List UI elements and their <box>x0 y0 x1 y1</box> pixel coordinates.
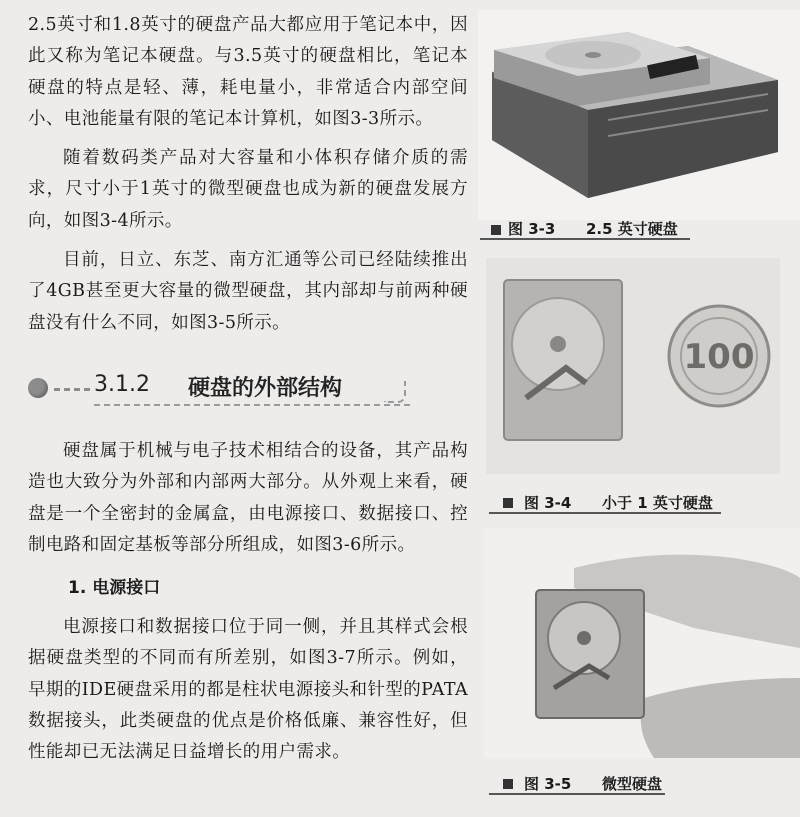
subsection-heading: 1. 电源接口 <box>68 578 161 599</box>
caption-marker-icon <box>491 225 501 235</box>
intro-text-block <box>28 10 468 339</box>
figure-microdrive-in-hand-photo <box>484 528 800 758</box>
paragraph-micro-hdd: 随着数码类产品对大容量和小体积存储介质的需求，尺寸小于1英寸的微型硬盘也成为新的硬盘发展方向，如图3-4所示。 <box>28 148 468 231</box>
paragraph-power-interface: 电源接口和数据接口位于同一侧，并且其样式会根据硬盘类型的不同而有所差别，如图3-7所示。例如，早期的IDE硬盘采用的都是柱状电源接头和针型的PATA数据接头，此类硬盘的优点是价格低廉、兼容性好，但性能却已无法满足日益增长的用户需求。 <box>28 617 468 763</box>
bullet-dot-icon <box>28 378 48 398</box>
figure-label: 图 3-5 <box>524 775 572 793</box>
microdrive-hand-illustration <box>484 528 800 758</box>
coin-value-text: 100 <box>683 337 755 377</box>
hdd-stack-illustration <box>478 10 800 220</box>
caption-marker-icon <box>503 498 513 508</box>
figure-micro-hdd-coin-photo <box>486 258 780 474</box>
heading-underline <box>94 404 410 406</box>
figure-2-5-inch-hdd-photo <box>478 10 800 220</box>
paragraph-notebook-hdd: 2.5英寸和1.8英寸的硬盘产品大都应用于笔记本中，因此又称为笔记本硬盘。与3.5英寸的硬盘相比，笔记本硬盘的特点是轻、薄，耗电量小，非常适合内部空间小、电池能量有限的笔记本计算机，如图3-3所示。 <box>28 15 468 129</box>
heading-tail-decoration <box>384 381 406 403</box>
paragraph-vendors: 目前，日立、东芝、南方汇通等公司已经陆续推出了4GB甚至更大容量的微型硬盘，其内部却与前两种硬盘没有什么不同，如图3-5所示。 <box>28 250 468 333</box>
figure-caption-text: 2.5 英寸硬盘 <box>586 220 678 238</box>
figure-caption-text: 微型硬盘 <box>602 775 663 793</box>
paragraph-external-structure: 硬盘属于机械与电子技术相结合的设备，其产品构造也大致分为外部和内部两大部分。从外观上来看，硬盘是一个全密封的金属盒，由电源接口、数据接口、控制电路和固定基板等部分所组成，如图3-6所示。 <box>28 441 468 555</box>
figure-label: 图 3-3 <box>508 220 556 238</box>
figure-label: 图 3-4 <box>524 494 572 512</box>
heading-dash-decoration <box>54 388 90 391</box>
body-text-block <box>28 436 468 769</box>
caption-marker-icon <box>503 779 513 789</box>
figure-caption-text: 小于 1 英寸硬盘 <box>602 494 713 512</box>
section-heading <box>28 368 458 410</box>
section-number: 3.1.2 <box>94 372 150 397</box>
section-title: 硬盘的外部结构 <box>188 376 343 401</box>
micro-hdd-coin-illustration <box>486 258 780 474</box>
